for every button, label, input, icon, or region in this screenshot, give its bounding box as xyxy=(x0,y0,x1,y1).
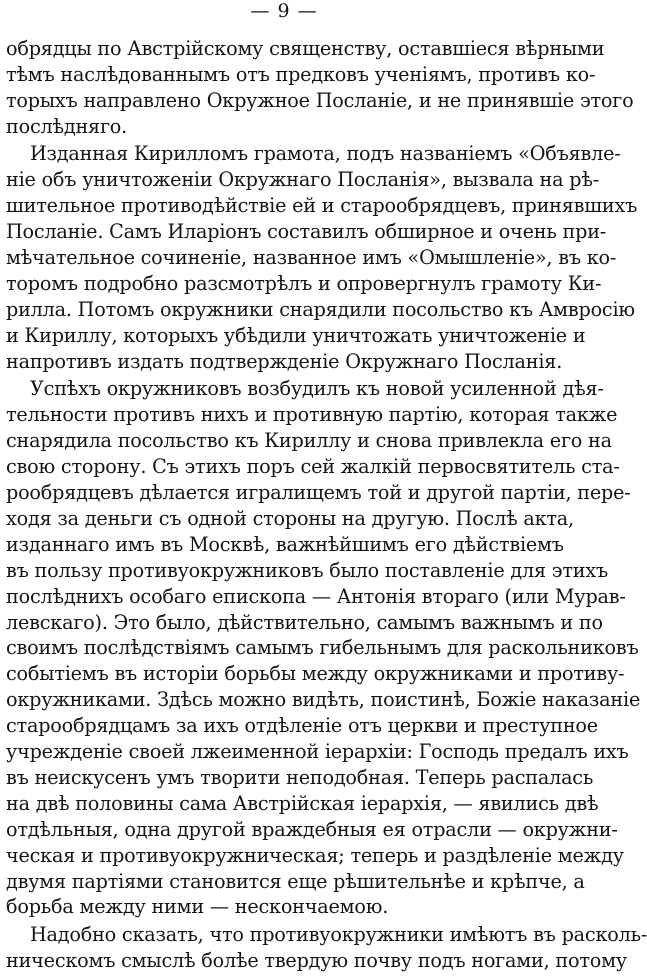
text-line: борьба между ними — нескончаемою. xyxy=(6,895,389,919)
text-line: ходя за деньги съ одной стороны на другую. Послѣ акта, xyxy=(6,506,574,530)
text-line: торомъ подробно разсмотрѣлъ и опровергнулъ грамоту Ки- xyxy=(6,271,602,295)
text-line: тельности противъ нихъ и противную партію, которая также xyxy=(6,403,618,427)
text-line: на двѣ половины сама Австрійская іерархія, — явились двѣ xyxy=(6,791,599,815)
text-line: событіемъ въ исторіи борьбы между окружниками и противу- xyxy=(6,662,625,686)
text-line: свою сторону. Съ этихъ поръ сей жалкій первосвятитель ста- xyxy=(6,455,620,479)
text-line: учрежденіе своей лжеименной іерархіи: Господь предалъ ихъ xyxy=(6,740,629,764)
text-line: въ неискусенъ умъ творити неподобная. Теперь распалась xyxy=(6,765,594,789)
text-line: ческая и противуокружническая; теперь и раздѣленіе между xyxy=(6,843,624,867)
text-line: Посланіе. Самъ Иларіонъ составилъ обширное и очень при- xyxy=(6,220,607,244)
text-line: Надобно сказать, что противуокружники имѣютъ въ расколь- xyxy=(30,923,647,947)
text-line: напротивъ издать подтвержденіе Окружнаго Посланія. xyxy=(6,349,563,373)
text-line: своимъ послѣдствіямъ самымъ гибельнымъ для раскольниковъ xyxy=(6,636,639,660)
text-line: старообрядцамъ за ихъ отдѣленіе отъ церкви и преступное xyxy=(6,714,598,738)
text-line: изданнаго имъ въ Москвѣ, важнѣйшимъ его дѣйствіемъ xyxy=(6,532,564,556)
text-line: Успѣхъ окружниковъ возбудилъ къ новой усиленной дѣя- xyxy=(30,377,604,401)
text-line: и Кириллу, которыхъ убѣдили уничтожать уничтоженіе и xyxy=(6,323,586,347)
text-line: послѣдняго. xyxy=(6,114,128,138)
text-line: левскаго). Это было, дѣйствительно, самымъ важнымъ и по xyxy=(6,610,603,634)
text-line: ніе объ уничтоженіи Окружнаго Посланія», вызвала на рѣ- xyxy=(6,168,600,192)
text-line: Изданная Кирилломъ грамота, подъ названіемъ «Объявле- xyxy=(30,142,621,166)
text-line: мѣчательное сочиненіе, названное имъ «Омышленіе», въ ко- xyxy=(6,246,617,270)
text-line: въ пользу противуокружниковъ было поставленіе для этихъ xyxy=(6,558,608,582)
text-line: обрядцы по Австрійскому священству, оставшіеся вѣрными xyxy=(6,37,605,60)
text-line: рилла. Потомъ окружники снарядили посольство къ Амвросію xyxy=(6,297,635,321)
text-line: шительное противодѣйствіе ей и старообрядцевъ, принявшихъ xyxy=(6,194,638,218)
text-line: тѣмъ наслѣдованнымъ отъ предковъ ученіямъ, противъ ко- xyxy=(6,62,596,86)
text-line: двумя партіями становится еще рѣшительнѣе и крѣпче, а xyxy=(6,869,585,893)
text-line: отдѣльныя, одна другой враждебныя ея отрасли — окружни- xyxy=(6,817,618,841)
text-line: рообрядцевъ дѣлается игралищемъ той и другой партіи, пере- xyxy=(6,480,631,504)
text-line: послѣднихъ особаго епископа — Антонія втораго (или Мурав- xyxy=(6,584,626,608)
text-line: торыхъ направлено Окружное Посланіе, и не принявшіе этого xyxy=(6,88,634,112)
text-line: ническомъ смыслѣ болѣе твердую почву подъ ногами, потому xyxy=(6,949,627,973)
text-line: окружниками. Здѣсь можно видѣть, поистинѣ, Божіе наказаніе xyxy=(6,688,641,712)
text-line: снарядила посольство къ Кириллу и снова привлекла его на xyxy=(6,429,612,453)
page-number: — 9 — xyxy=(250,0,318,22)
